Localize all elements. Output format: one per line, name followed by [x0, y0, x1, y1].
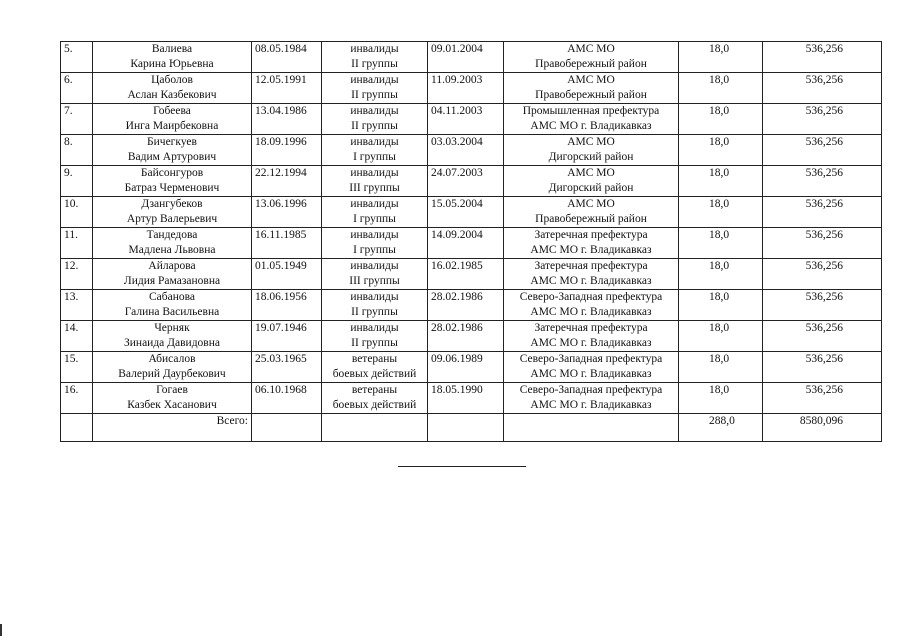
area-value: 18,0 [679, 42, 763, 73]
row-number: 9. [61, 166, 93, 197]
person-name [93, 352, 252, 383]
organization-line-2: Правобережный район [535, 58, 647, 70]
area-value: 18,0 [679, 166, 763, 197]
area-value: 18,0 [679, 352, 763, 383]
category-line-2: II группы [351, 120, 398, 132]
organization [504, 166, 679, 197]
category-line-2: II группы [351, 89, 398, 101]
person-name-line-1: Абисалов [148, 353, 196, 365]
person-name-line-2: Зинаида Давидовна [124, 337, 220, 349]
person-name [93, 104, 252, 135]
registration-date: 09.06.1989 [428, 352, 504, 383]
table-row [61, 352, 882, 383]
area-value: 18,0 [679, 290, 763, 321]
area-value: 18,0 [679, 73, 763, 104]
category-line-2: I группы [353, 244, 396, 256]
birth-date: 22.12.1994 [252, 166, 322, 197]
registration-date: 09.01.2004 [428, 42, 504, 73]
organization [504, 228, 679, 259]
birth-date: 25.03.1965 [252, 352, 322, 383]
registration-date: 16.02.1985 [428, 259, 504, 290]
registration-date: 24.07.2003 [428, 166, 504, 197]
total-num-cell [61, 414, 93, 442]
organization-line-2: Правобережный район [535, 89, 647, 101]
category [322, 259, 428, 290]
category [322, 228, 428, 259]
organization-line-1: АМС МО [567, 136, 615, 148]
birth-date: 06.10.1968 [252, 383, 322, 414]
person-name-line-2: Валерий Даурбекович [118, 368, 226, 380]
sum-value: 536,256 [763, 383, 882, 414]
table-row [61, 383, 882, 414]
area-value: 18,0 [679, 135, 763, 166]
sum-value: 536,256 [763, 197, 882, 228]
row-number: 15. [61, 352, 93, 383]
person-name [93, 228, 252, 259]
organization-line-1: АМС МО [567, 167, 615, 179]
category-line-2: I группы [353, 213, 396, 225]
table-row [61, 104, 882, 135]
birth-date: 18.09.1996 [252, 135, 322, 166]
category-line-1: инвалиды [350, 105, 399, 117]
row-number: 13. [61, 290, 93, 321]
person-name-line-2: Казбек Хасанович [127, 399, 217, 411]
category-line-2: II группы [351, 58, 398, 70]
category-line-1: инвалиды [350, 74, 399, 86]
category-line-1: инвалиды [350, 136, 399, 148]
category [322, 135, 428, 166]
organization [504, 352, 679, 383]
category-line-1: инвалиды [350, 167, 399, 179]
total-area: 288,0 [679, 414, 763, 442]
registration-date: 18.05.1990 [428, 383, 504, 414]
registration-date: 14.09.2004 [428, 228, 504, 259]
person-name-line-1: Бичегкуев [147, 136, 197, 148]
birth-date: 08.05.1984 [252, 42, 322, 73]
total-empty-cell [504, 414, 679, 442]
person-name-line-2: Мадлена Львовна [128, 244, 216, 256]
organization-line-1: АМС МО [567, 43, 615, 55]
person-name [93, 290, 252, 321]
organization [504, 104, 679, 135]
category [322, 73, 428, 104]
sum-value: 536,256 [763, 228, 882, 259]
table-row [61, 135, 882, 166]
total-empty-cell [428, 414, 504, 442]
table-row [61, 290, 882, 321]
table-row [61, 228, 882, 259]
organization-line-1: АМС МО [567, 74, 615, 86]
total-empty-cell [322, 414, 428, 442]
organization [504, 259, 679, 290]
organization-line-1: Северо-Западная префектура [519, 384, 663, 396]
table-row [61, 42, 882, 73]
person-name [93, 73, 252, 104]
person-name-line-2: Карина Юрьевна [130, 58, 214, 70]
birth-date: 13.06.1996 [252, 197, 322, 228]
organization [504, 290, 679, 321]
category-line-2: боевых действий [332, 368, 417, 380]
table-row [61, 259, 882, 290]
organization-line-2: Дигорский район [548, 151, 634, 163]
organization [504, 383, 679, 414]
organization-line-2: АМС МО г. Владикавказ [530, 275, 652, 287]
organization-line-1: Северо-Западная префектура [519, 353, 663, 365]
registration-date: 11.09.2003 [428, 73, 504, 104]
total-row [61, 414, 882, 442]
category [322, 290, 428, 321]
scan-edge-mark [0, 624, 2, 636]
person-name-line-1: Байсонгуров [140, 167, 204, 179]
registration-date: 28.02.1986 [428, 290, 504, 321]
birth-date: 16.11.1985 [252, 228, 322, 259]
person-name-line-1: Тандедова [146, 229, 198, 241]
sum-value: 536,256 [763, 73, 882, 104]
organization-line-2: АМС МО г. Владикавказ [530, 368, 652, 380]
beneficiaries-table [60, 41, 882, 442]
category-line-2: боевых действий [332, 399, 417, 411]
organization-line-1: Северо-Западная префектура [519, 291, 663, 303]
category [322, 104, 428, 135]
category-line-2: III группы [349, 182, 400, 194]
organization-line-1: Затеречная префектура [534, 322, 648, 334]
category-line-1: ветераны [351, 353, 398, 365]
person-name [93, 42, 252, 73]
registration-date: 15.05.2004 [428, 197, 504, 228]
sum-value: 536,256 [763, 166, 882, 197]
category-line-1: инвалиды [350, 322, 399, 334]
organization-line-1: Затеречная префектура [534, 229, 648, 241]
person-name-line-2: Аслан Казбекович [127, 89, 217, 101]
organization-line-2: АМС МО г. Владикавказ [530, 306, 652, 318]
total-label: Всего: [93, 414, 252, 442]
person-name-line-1: Гобеева [153, 105, 191, 117]
organization [504, 73, 679, 104]
sum-value: 536,256 [763, 321, 882, 352]
table-row [61, 73, 882, 104]
person-name-line-1: Дзангубеков [141, 198, 203, 210]
sum-value: 536,256 [763, 42, 882, 73]
table-row [61, 197, 882, 228]
row-number: 12. [61, 259, 93, 290]
area-value: 18,0 [679, 321, 763, 352]
area-value: 18,0 [679, 197, 763, 228]
category [322, 321, 428, 352]
person-name-line-2: Артур Валерьевич [126, 213, 218, 225]
total-empty-cell [252, 414, 322, 442]
birth-date: 01.05.1949 [252, 259, 322, 290]
organization-line-1: Промышленная префектура [522, 105, 660, 117]
end-divider-line [398, 466, 526, 467]
registration-date: 03.03.2004 [428, 135, 504, 166]
person-name-line-2: Лидия Рамазановна [123, 275, 221, 287]
person-name-line-1: Гогаев [156, 384, 188, 396]
row-number: 10. [61, 197, 93, 228]
category [322, 197, 428, 228]
sum-value: 536,256 [763, 135, 882, 166]
organization-line-1: АМС МО [567, 198, 615, 210]
person-name-line-2: Инга Маирбековна [125, 120, 219, 132]
person-name [93, 259, 252, 290]
category-line-2: II группы [351, 337, 398, 349]
row-number: 14. [61, 321, 93, 352]
row-number: 16. [61, 383, 93, 414]
category [322, 352, 428, 383]
sum-value: 536,256 [763, 290, 882, 321]
person-name [93, 383, 252, 414]
person-name-line-1: Валиева [151, 43, 193, 55]
organization-line-2: Дигорский район [548, 182, 634, 194]
person-name-line-2: Батраз Черменович [124, 182, 220, 194]
category [322, 166, 428, 197]
person-name-line-2: Галина Васильевна [124, 306, 220, 318]
person-name [93, 321, 252, 352]
organization [504, 321, 679, 352]
category-line-1: инвалиды [350, 260, 399, 272]
person-name [93, 166, 252, 197]
organization [504, 42, 679, 73]
organization-line-1: Затеречная префектура [534, 260, 648, 272]
sum-value: 536,256 [763, 352, 882, 383]
organization-line-2: АМС МО г. Владикавказ [530, 120, 652, 132]
area-value: 18,0 [679, 383, 763, 414]
organization [504, 135, 679, 166]
category-line-2: II группы [351, 306, 398, 318]
category-line-1: инвалиды [350, 198, 399, 210]
person-name-line-1: Цаболов [151, 74, 193, 86]
table-row [61, 166, 882, 197]
sum-value: 536,256 [763, 104, 882, 135]
organization [504, 197, 679, 228]
category-line-2: I группы [353, 151, 396, 163]
row-number: 6. [61, 73, 93, 104]
area-value: 18,0 [679, 259, 763, 290]
table-body [61, 42, 882, 414]
person-name-line-1: Айларова [148, 260, 196, 272]
organization-line-2: АМС МО г. Владикавказ [530, 244, 652, 256]
row-number: 7. [61, 104, 93, 135]
total-sum: 8580,096 [763, 414, 882, 442]
row-number: 11. [61, 228, 93, 259]
organization-line-2: Правобережный район [535, 213, 647, 225]
row-number: 5. [61, 42, 93, 73]
birth-date: 19.07.1946 [252, 321, 322, 352]
birth-date: 12.05.1991 [252, 73, 322, 104]
person-name-line-1: Сабанова [148, 291, 196, 303]
organization-line-2: АМС МО г. Владикавказ [530, 337, 652, 349]
category-line-1: инвалиды [350, 291, 399, 303]
registration-date: 04.11.2003 [428, 104, 504, 135]
person-name [93, 135, 252, 166]
area-value: 18,0 [679, 104, 763, 135]
category-line-1: инвалиды [350, 229, 399, 241]
area-value: 18,0 [679, 228, 763, 259]
organization-line-2: АМС МО г. Владикавказ [530, 399, 652, 411]
category-line-1: инвалиды [350, 43, 399, 55]
birth-date: 18.06.1956 [252, 290, 322, 321]
category-line-2: III группы [349, 275, 400, 287]
birth-date: 13.04.1986 [252, 104, 322, 135]
category [322, 42, 428, 73]
person-name-line-2: Вадим Артурович [127, 151, 217, 163]
table-row [61, 321, 882, 352]
category-line-1: ветераны [351, 384, 398, 396]
registration-date: 28.02.1986 [428, 321, 504, 352]
person-name-line-1: Черняк [154, 322, 190, 334]
person-name [93, 197, 252, 228]
row-number: 8. [61, 135, 93, 166]
category [322, 383, 428, 414]
sum-value: 536,256 [763, 259, 882, 290]
